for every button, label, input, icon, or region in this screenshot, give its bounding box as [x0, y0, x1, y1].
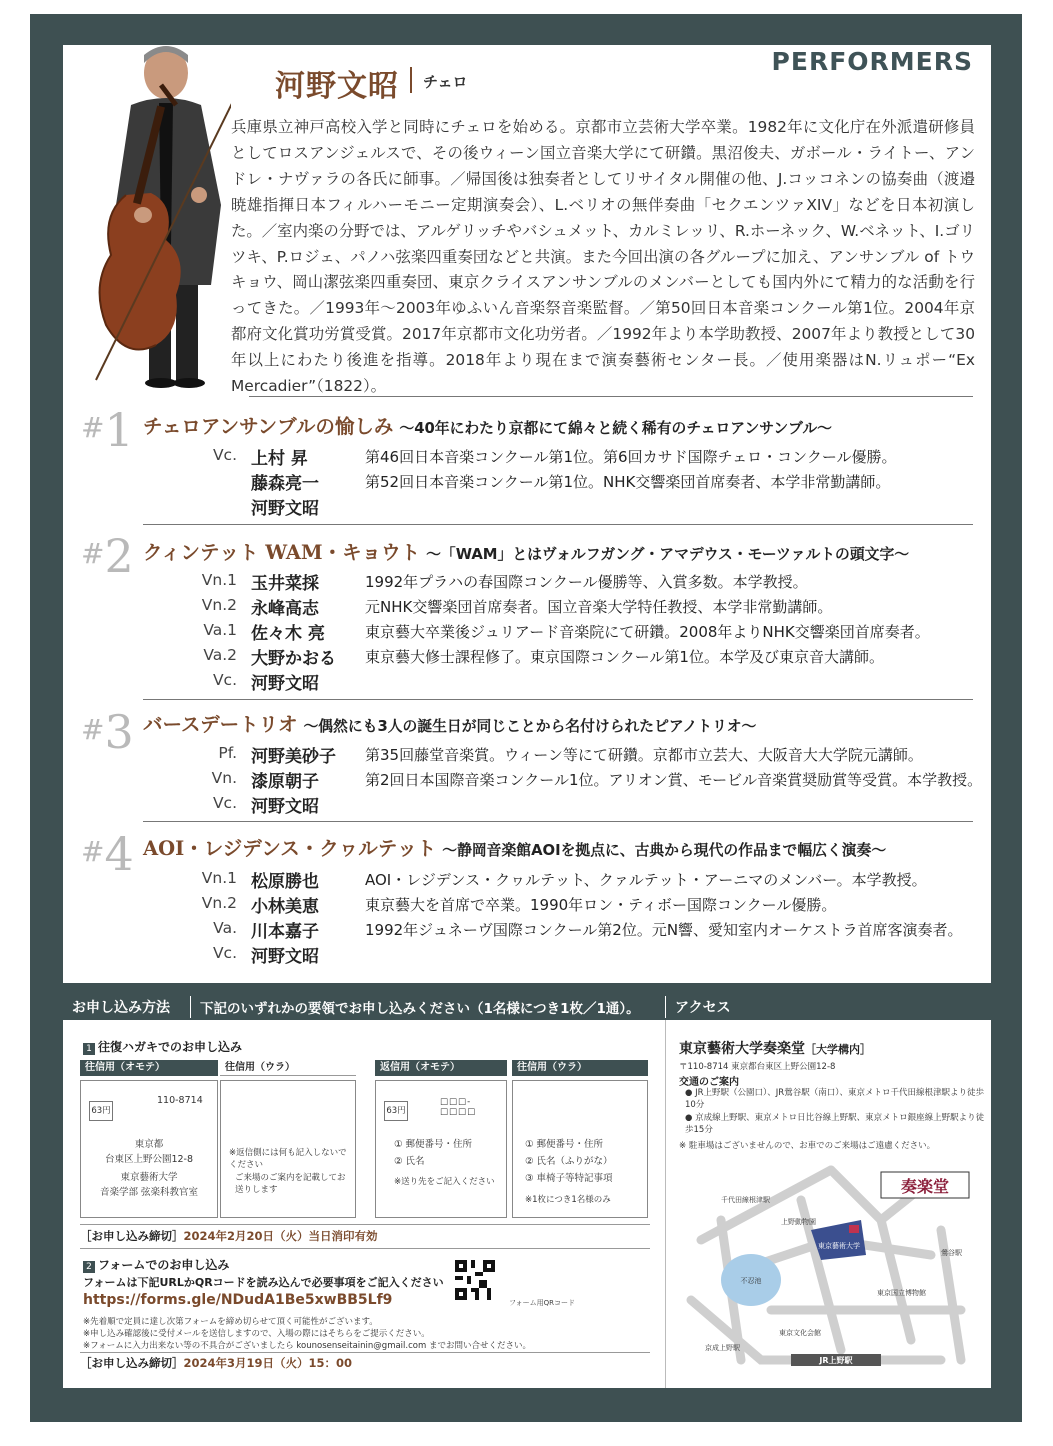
section-number: #3 — [81, 705, 134, 759]
section-subtitle: 〜「WAM」とはヴォルフガング・アマデウス・モーツァルトの頭文字〜 — [426, 546, 910, 563]
access-heading: アクセス — [675, 1000, 731, 1016]
member-row: Vn.2 永峰高志 元NHK交響楽団首席奏者。国立音楽大学特任教授、本学非常勤講師。 — [201, 596, 833, 619]
guide-line: ● JR上野駅（公園口）、JR鶯谷駅（南口）、東京メトロ千代田線根津駅より徒歩10分 — [685, 1088, 984, 1110]
svg-text:上野動物園: 上野動物園 — [781, 1218, 816, 1226]
apply-heading: お申し込み方法 — [72, 1000, 170, 1016]
postcard-ret-back: ① 郵便番号・住所 ② 氏名（ふりがな） ③ 車椅子等特記事項 ※1枚につき1名様のみ — [512, 1080, 648, 1218]
divider — [143, 524, 973, 525]
member-row: Vn.1 松原勝也 AOI・レジデンス・クヮルテット、クァルテット・アーニマのメンバー。本学教授。 — [201, 869, 927, 892]
card-header: 往信用（ウラ） — [220, 1060, 356, 1076]
svg-text:千代田線根津駅: 千代田線根津駅 — [721, 1196, 770, 1204]
form-notes: ※申し込み確認後に受付メールを送信しますので、入場の際にはそちらをご提示ください。 — [83, 1329, 430, 1339]
qr-caption: フォーム用QRコード — [509, 1299, 576, 1307]
section-number: #4 — [81, 827, 134, 881]
member-row: Vc. 河野文昭 — [212, 794, 319, 817]
postcard-out-front: 63円 110-8714 東京都 台東区上野公園12-8 東京藝術大学 音楽学部 弦楽科教官室 — [80, 1080, 218, 1218]
section-subtitle: 〜40年にわたり京都にて綿々と続く稀有のチェロアンサンブル〜 — [399, 420, 832, 437]
member-row: Va. 川本嘉子 1992年ジュネーヴ国際コンクール第2位。元N響、愛知室内オーケストラ首席客演奏者。 — [213, 919, 963, 942]
section-title-main: バースデートリオ — [143, 713, 298, 736]
step2-title: 2 フォームでのお申し込み — [83, 1254, 229, 1273]
svg-text:東京藝術大学: 東京藝術大学 — [818, 1242, 860, 1250]
step1-title: 1 往復ハガキでのお申し込み — [83, 1036, 242, 1055]
section-subtitle: 〜静岡音楽館AOIを拠点に、古典から現代の作品まで幅広く演奏〜 — [442, 842, 887, 859]
svg-text:奏楽堂: 奏楽堂 — [900, 1177, 950, 1196]
divider — [143, 821, 973, 822]
section-title — [143, 833, 886, 861]
qr-code-icon — [455, 1260, 495, 1300]
performers-panel — [63, 45, 991, 983]
band-separator — [190, 996, 191, 1018]
member-row: Vn. 漆原朝子 第2回日本国際音楽コンクール1位。アリオン賞、モービル音楽賞奨励賞等受賞。本学教授。 — [211, 769, 983, 792]
divider — [143, 699, 973, 700]
section-title — [143, 709, 756, 737]
svg-text:東京文化会館: 東京文化会館 — [779, 1329, 821, 1337]
guide-title: 交通のご案内 — [679, 1077, 739, 1088]
apply-note: 下記のいずれかの要領でお申し込みください（1名様につき1枚／1通）。 — [200, 1001, 640, 1017]
guide-line: ● 京成線上野駅、東京メトロ日比谷線上野駅、東京メトロ銀座線上野駅より徒歩15分 — [685, 1113, 985, 1135]
divider — [80, 1224, 650, 1225]
svg-text:JR上野駅: JR上野駅 — [819, 1356, 853, 1365]
svg-text:不忍池: 不忍池 — [740, 1277, 762, 1285]
divider — [80, 1248, 650, 1249]
deadline-2: ［お申し込み締切］2024年3月19日（火）15：00 — [80, 1356, 353, 1370]
section-title — [143, 411, 832, 439]
svg-text:鶯谷駅: 鶯谷駅 — [941, 1249, 962, 1257]
member-row: Vc. 上村 昇 第46回日本音楽コンクール第1位。第6回カサド国際チェロ・コンクール優勝。 — [212, 446, 897, 469]
member-row: 河野文昭 — [251, 499, 319, 519]
postcard-ret-front: 63円 □□□-□□□□ ① 郵便番号・住所 ② 氏名 ※送り先をご記入ください — [375, 1080, 507, 1218]
sogakudo-marker — [849, 1225, 859, 1233]
member-row: Pf. 河野美砂子 第35回藤堂音楽賞。ウィーン等にて研鑽。京都市立芸大、大阪音大大学院元講師。 — [218, 744, 923, 767]
form-url-link[interactable]: https://forms.gle/NDudA1Be5xwBB5Lf9 — [83, 1292, 393, 1308]
name-separator — [410, 67, 412, 93]
postcard-out-back: ※返信側には何も記入しないでください ご来場のご案内を記載してお送りします — [220, 1080, 356, 1218]
cellist-photo — [71, 45, 231, 390]
apply-access-panel — [63, 1020, 991, 1388]
member-row: Va.2 大野かおる 東京藝大修士課程修了。東京国際コンクール第1位。本学及び東京音大講師。 — [203, 646, 884, 669]
svg-text:京成上野駅: 京成上野駅 — [705, 1344, 740, 1352]
card-header: 返信用（オモテ） — [375, 1060, 507, 1076]
deadline-1: ［お申し込み締切］2024年2月20日（火）当日消印有効 — [80, 1229, 378, 1243]
parking-note: ※ 駐車場はございませんので、お車でのご来場はご遠慮ください。 — [679, 1141, 936, 1151]
column-separator — [665, 1020, 666, 1388]
member-row: 藤森亮一 第52回日本音楽コンクール第1位。NHK交響楽団首席奏者、本学非常勤講師。 — [251, 473, 891, 494]
section-title-main: AOI・レジデンス・クヮルテット — [143, 837, 437, 860]
venue-address: 〒110-8714 東京都台東区上野公園12-8 — [679, 1062, 836, 1072]
member-row: Vn.1 玉井菜採 1992年プラハの春国際コンクール優勝等、入賞多数。本学教授。 — [201, 571, 808, 594]
venue-title: 東京藝術大学奏楽堂［大学構内］ — [679, 1041, 871, 1057]
card-header: 往信用（ウラ） — [512, 1060, 648, 1076]
member-row: Va.1 佐々木 亮 東京藝大卒業後ジュリアード音楽院にて研鑽。2008年よりNHK交響楽団首席奏者。 — [203, 621, 930, 644]
form-note: フォームは下記URLかQRコードを読み込んで必要事項をご記入ください — [83, 1276, 444, 1289]
section-title — [143, 537, 909, 565]
section-title-main: クィンテット WAM・キョウト — [143, 541, 421, 564]
member-row: Vc. 河野文昭 — [212, 944, 319, 967]
band-separator — [665, 996, 666, 1018]
divider — [249, 396, 973, 397]
access-map — [681, 1160, 981, 1382]
form-notes: ※先着順で定員に達し次第フォームを締め切らせて頂く可能性がございます。 — [83, 1317, 378, 1327]
member-row: Vc. 河野文昭 — [212, 671, 319, 694]
cellist-name: 河野文昭 — [275, 69, 399, 104]
cellist-bio: 兵庫県立神戸高校入学と同時にチェロを始める。京都市立芸術大学卒業。1982年に文化庁在外派遣研修員としてロスアンジェルスで、その後ウィーン国立音楽大学にて研鑽。黒沼俊夫、ガボール・ライトー、アンドレ・ナヴァラの各氏に師事。／帰国後は独奏者としてリサイタル開催の他、J.コッコネンの協奏曲（渡邉暁雄指揮日本フィルハーモニー定期演奏会）、L.ベリオの無伴奏曲「セクエンツァXIV」などを日本初演した。／室内楽の分野では、アルゲリッチやバシュメット、カルミレッリ、R.ホーネック、W.ベネット、I.ゴリツキ、P.ロジェ、パノハ弦楽四重奏団などと共演。また今回出演の各グループに加え、アンサンブル of トウキョウ、岡山潔弦楽四重奏団、東京クライスアンサンブルのメンバーとしても国内外にて精力的な活動を行ってきた。／1993年〜2003年ゆふいん音楽祭音楽監督。／第50回日本音楽コンクール第1位。2004年京都府文化賞功労賞受賞。2017年京都市文化功労者。／1992年より本学助教授、2007年より教授として30年以上にわたり後進を指導。2018年より現在まで演奏藝術センター長。／使用楽器はN.リュポー“Ex Mercadier”（1822）。 — [231, 118, 975, 396]
form-notes: ※フォームに入力出来ない等の不具合がございましたら kounosenseitainin@gmail.com までお問い合せください。 — [83, 1341, 531, 1351]
section-subtitle: 〜偶然にも3人の誕生日が同じことから名付けられたピアノトリオ〜 — [303, 718, 757, 735]
divider — [80, 1352, 650, 1353]
svg-text:東京国立博物館: 東京国立博物館 — [877, 1289, 926, 1297]
section-title-main: チェロアンサンブルの愉しみ — [143, 415, 394, 438]
section-number: #1 — [81, 403, 134, 457]
card-header: 往信用（オモテ） — [80, 1060, 218, 1076]
member-row: Vn.2 小林美恵 東京藝大を首席で卒業。1990年ロン・ティボー国際コンクール優勝。 — [201, 894, 837, 917]
performers-heading: PERFORMERS — [771, 47, 973, 76]
cellist-instrument: チェロ — [423, 73, 468, 91]
section-number: #2 — [81, 529, 134, 583]
